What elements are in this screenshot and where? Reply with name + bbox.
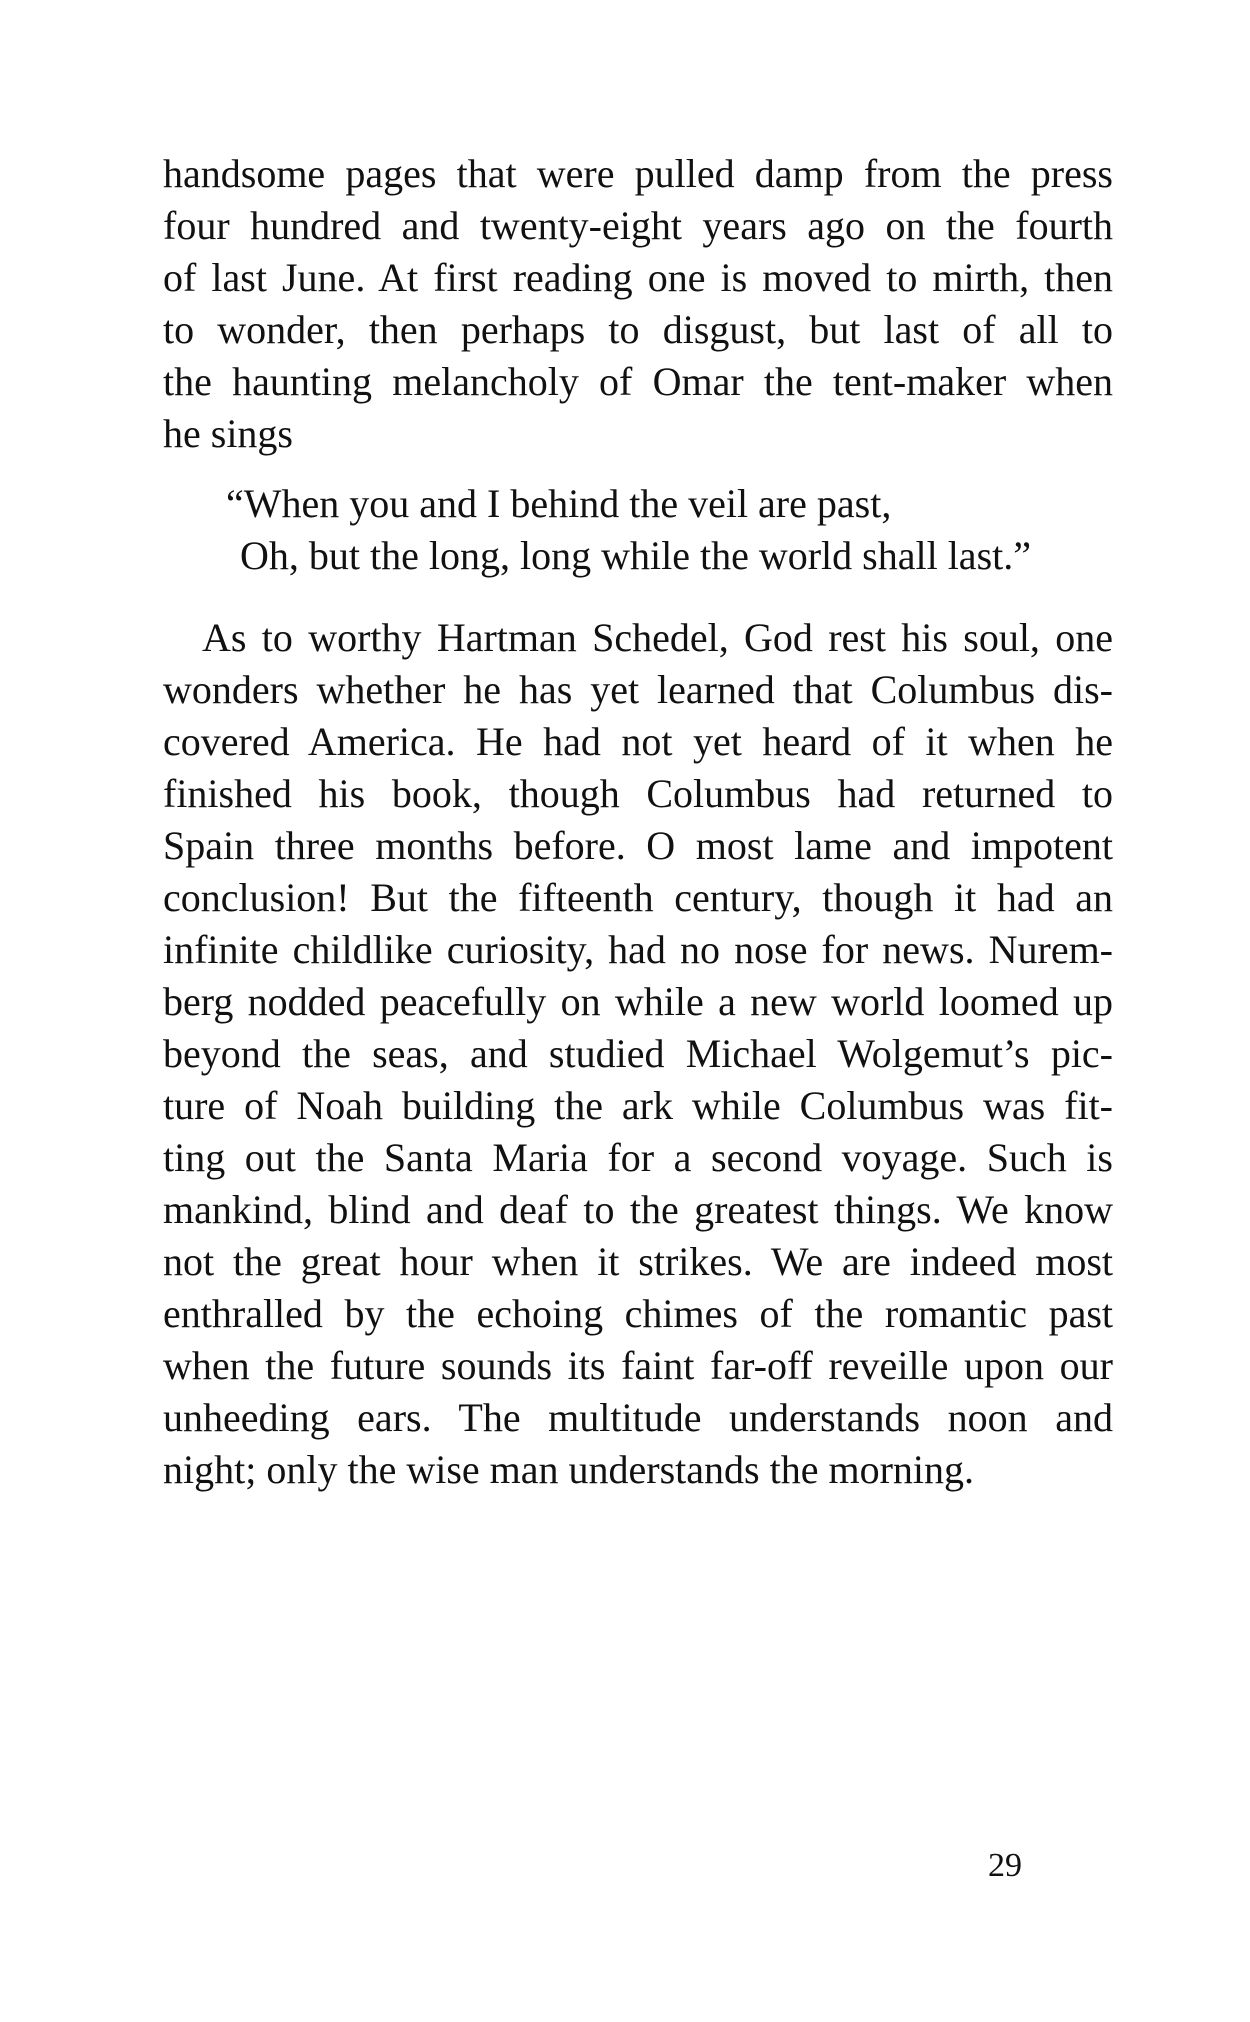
paragraph-2-line-3: covered America. He had not yet heard of it when he	[163, 719, 1113, 764]
paragraph-2-line-16: unheeding ears. The multitude understands noon and	[163, 1395, 1113, 1440]
paragraph-1-line-6: he sings	[163, 411, 293, 456]
paragraph-1-line-4: to wonder, then perhaps to disgust, but last of all to	[163, 307, 1113, 352]
verse-line-1: “When you and I behind the veil are past,	[226, 481, 892, 526]
paragraph-1-line-5: the haunting melancholy of Omar the tent-maker when	[163, 359, 1113, 404]
paragraph-2-line-17: night; only the wise man understands the morning.	[163, 1447, 974, 1492]
paragraph-2-line-13: not the great hour when it strikes. We are indeed most	[163, 1239, 1113, 1284]
paragraph-1-line-2: four hundred and twenty-eight years ago on the fourth	[163, 203, 1113, 248]
paragraph-2-line-8: berg nodded peacefully on while a new world loomed up	[163, 979, 1113, 1024]
paragraph-1-line-3: of last June. At first reading one is moved to mirth, then	[163, 255, 1113, 300]
page-number: 29	[988, 1847, 1022, 1884]
paragraph-2-line-10: ture of Noah building the ark while Columbus was fit-	[163, 1083, 1113, 1128]
paragraph-2-line-2: wonders whether he has yet learned that Columbus dis-	[163, 667, 1113, 712]
paragraph-2-line-7: infinite childlike curiosity, had no nose for news. Nurem-	[163, 927, 1113, 972]
verse-line-2: Oh, but the long, long while the world shall last.”	[240, 533, 1031, 578]
paragraph-2-line-6: conclusion! But the fifteenth century, though it had an	[163, 875, 1113, 920]
paragraph-2-line-4: finished his book, though Columbus had returned to	[163, 771, 1113, 816]
paragraph-2-line-1: As to worthy Hartman Schedel, God rest his soul, one	[202, 615, 1113, 660]
paragraph-2-line-5: Spain three months before. O most lame and impotent	[163, 823, 1113, 868]
paragraph-2-line-12: mankind, blind and deaf to the greatest things. We know	[163, 1187, 1113, 1232]
paragraph-1-line-1: handsome pages that were pulled damp from the press	[163, 151, 1113, 196]
paragraph-2-line-14: enthralled by the echoing chimes of the romantic past	[163, 1291, 1113, 1336]
paragraph-2-line-11: ting out the Santa Maria for a second voyage. Such is	[163, 1135, 1113, 1180]
paragraph-2-line-15: when the future sounds its faint far-off reveille upon our	[163, 1343, 1113, 1388]
paragraph-2-line-9: beyond the seas, and studied Michael Wolgemut’s pic-	[163, 1031, 1113, 1076]
